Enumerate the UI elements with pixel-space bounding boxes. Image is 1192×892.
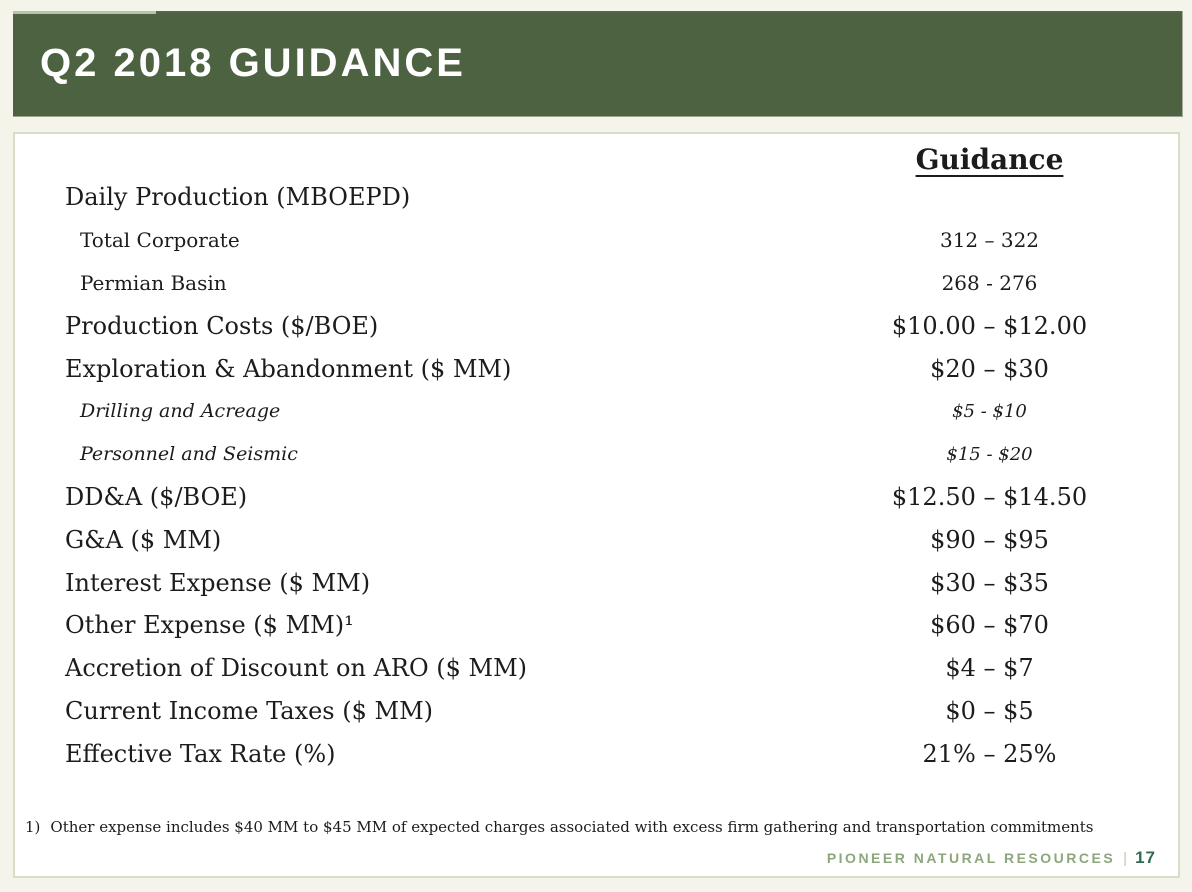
row-value: 21% – 25% [922,739,1057,768]
table-row-permian-basin [15,262,1178,305]
company-name: PIONEER NATURAL RESOURCES [826,850,1116,866]
table-row-production-costs [15,304,1178,347]
table-row-current-income-taxes [15,690,1178,733]
row-value: $15 - $20 [946,443,1033,465]
table-row-personnel-seismic [15,433,1178,476]
row-label: Production Costs ($/BOE) [65,311,379,340]
row-label: Personnel and Seismic [80,443,298,466]
table-row-ga [15,518,1178,561]
guidance-table [15,176,1178,775]
table-row-dda [15,476,1178,519]
table-row-interest-expense [15,561,1178,604]
row-value: $12.50 – $14.50 [891,482,1088,511]
row-label: Permian Basin [80,270,227,295]
slide-footer [827,848,1156,868]
footer-separator: | [1123,850,1128,867]
table-row-exploration-abandonment [15,347,1178,390]
row-value: $30 – $35 [930,568,1049,597]
footnote-text: Other expense includes $40 MM to $45 MM of expected charges associated with excess firm gathering and transportation commitments [50,818,1094,836]
footnote-marker: 1) [25,818,41,836]
title-bar-accent-strip [13,11,156,14]
table-row-effective-tax-rate [15,732,1178,775]
row-label: G&A ($ MM) [65,525,222,554]
title-bar-top-line [156,11,1182,13]
footnote [25,818,1094,836]
row-label: Accretion of Discount on ARO ($ MM) [65,654,528,683]
table-row-drilling-acreage [15,390,1178,433]
table-row-other-expense [15,604,1178,647]
content-panel [13,132,1180,878]
table-row-total-corporate [15,219,1178,262]
row-label: DD&A ($/BOE) [65,482,248,511]
row-value: $0 – $5 [945,696,1034,725]
row-label: Exploration & Abandonment ($ MM) [65,354,512,383]
row-label: Other Expense ($ MM)¹ [65,611,354,640]
row-label: Drilling and Acreage [80,400,281,423]
slide-title-bar [13,11,1183,117]
row-value: 312 – 322 [939,228,1040,253]
row-value: 268 - 276 [941,270,1038,295]
row-label: Effective Tax Rate (%) [65,739,336,768]
slide-title: Q2 2018 GUIDANCE [40,41,466,85]
table-row-daily-production [15,176,1178,219]
row-value: $90 – $95 [930,525,1049,554]
table-row-accretion-aro [15,647,1178,690]
row-label: Total Corporate [80,228,240,253]
row-label: Current Income Taxes ($ MM) [65,696,434,725]
row-value: $5 - $10 [952,400,1027,422]
row-value: $4 – $7 [945,654,1034,683]
page-number: 17 [1135,848,1156,867]
row-value: $10.00 – $12.00 [891,311,1088,340]
row-value: $20 – $30 [930,354,1049,383]
row-label: Daily Production (MBOEPD) [65,183,411,212]
row-value: $60 – $70 [930,611,1049,640]
guidance-column-header: Guidance [915,143,1064,176]
row-label: Interest Expense ($ MM) [65,568,371,597]
